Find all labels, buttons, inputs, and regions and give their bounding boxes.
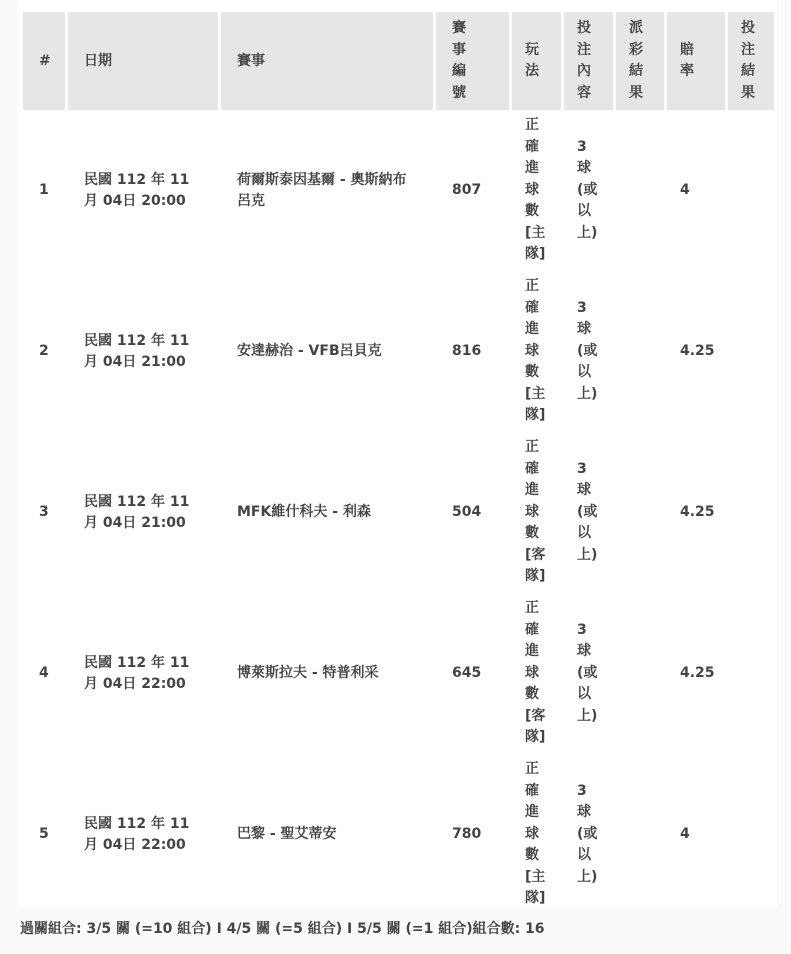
table-row bbox=[23, 754, 774, 915]
table-row bbox=[23, 432, 774, 593]
cell-match-no: 645 bbox=[452, 665, 482, 681]
cell-play: 正確進球數[客隊] bbox=[525, 439, 546, 585]
cell-match-no: 780 bbox=[452, 826, 482, 842]
header-bet-content: 投注內容 bbox=[564, 12, 613, 110]
cell-date: 民國 112 年 11月 04日 22:00 bbox=[84, 654, 190, 692]
cell-index: 4 bbox=[39, 665, 49, 681]
cell-index: 3 bbox=[39, 504, 49, 520]
cell-date: 民國 112 年 11月 04日 21:00 bbox=[84, 332, 190, 370]
header-odds: 賠率 bbox=[667, 12, 725, 110]
cell-index: 1 bbox=[39, 182, 49, 198]
cell-bet-result bbox=[728, 593, 774, 754]
cell-odds: 4 bbox=[680, 182, 690, 198]
cell-payout bbox=[616, 432, 664, 593]
cell-match-no: 816 bbox=[452, 343, 482, 359]
cell-bet-content: 3球(或以上) bbox=[577, 782, 598, 885]
cell-odds: 4 bbox=[680, 826, 690, 842]
cell-play: 正確進球數[主隊] bbox=[525, 761, 546, 907]
cell-match: 荷爾斯泰因基爾 - 奧斯納布呂克 bbox=[237, 171, 407, 209]
cell-match-no: 504 bbox=[452, 504, 482, 520]
cell-bet-content: 3球(或以上) bbox=[577, 460, 598, 563]
header-match: 賽事 bbox=[221, 12, 433, 110]
cell-odds: 4.25 bbox=[680, 343, 715, 359]
table-row bbox=[23, 110, 774, 271]
cell-date: 民國 112 年 11月 04日 20:00 bbox=[84, 171, 190, 209]
cell-match: 巴黎 - 聖艾蒂安 bbox=[237, 826, 337, 842]
cell-bet-content: 3球(或以上) bbox=[577, 299, 598, 402]
cell-payout bbox=[616, 754, 664, 915]
cell-date: 民國 112 年 11月 04日 22:00 bbox=[84, 815, 190, 853]
cell-match-no: 807 bbox=[452, 182, 482, 198]
cell-bet-content: 3球(或以上) bbox=[577, 621, 598, 724]
cell-odds: 4.25 bbox=[680, 504, 715, 520]
cell-bet-result bbox=[728, 271, 774, 432]
cell-index: 5 bbox=[39, 826, 49, 842]
header-bet-result: 投注結果 bbox=[728, 12, 774, 110]
cell-index: 2 bbox=[39, 343, 49, 359]
header-index: # bbox=[23, 12, 65, 110]
cell-bet-result bbox=[728, 110, 774, 271]
bet-table bbox=[20, 12, 777, 915]
cell-bet-result bbox=[728, 432, 774, 593]
cell-play: 正確進球數[客隊] bbox=[525, 600, 546, 746]
table-row bbox=[23, 271, 774, 432]
cell-match: MFK維什科夫 - 利森 bbox=[237, 504, 371, 520]
cell-date: 民國 112 年 11月 04日 21:00 bbox=[84, 493, 190, 531]
table-row bbox=[23, 593, 774, 754]
cell-play: 正確進球數[主隊] bbox=[525, 278, 546, 424]
cell-odds: 4.25 bbox=[680, 665, 715, 681]
header-play: 玩法 bbox=[512, 12, 561, 110]
header-date: 日期 bbox=[68, 12, 218, 110]
cell-payout bbox=[616, 271, 664, 432]
cell-match: 博萊斯拉夫 - 特普利采 bbox=[237, 665, 379, 681]
header-payout: 派彩結果 bbox=[616, 12, 664, 110]
cell-bet-result bbox=[728, 754, 774, 915]
cell-bet-content: 3球(或以上) bbox=[577, 138, 598, 241]
header-match-no: 賽事編號 bbox=[436, 12, 509, 110]
cell-payout bbox=[616, 110, 664, 271]
parlay-summary: 過關組合: 3/5 關 (=10 組合) I 4/5 關 (=5 組合) I 5/5 關 (=1 組合)組合數: 16 bbox=[20, 921, 545, 937]
table-header-row bbox=[23, 12, 774, 110]
cell-play: 正確進球數[主隊] bbox=[525, 117, 546, 263]
cell-payout bbox=[616, 593, 664, 754]
cell-match: 安達赫治 - VFB呂貝克 bbox=[237, 343, 382, 359]
